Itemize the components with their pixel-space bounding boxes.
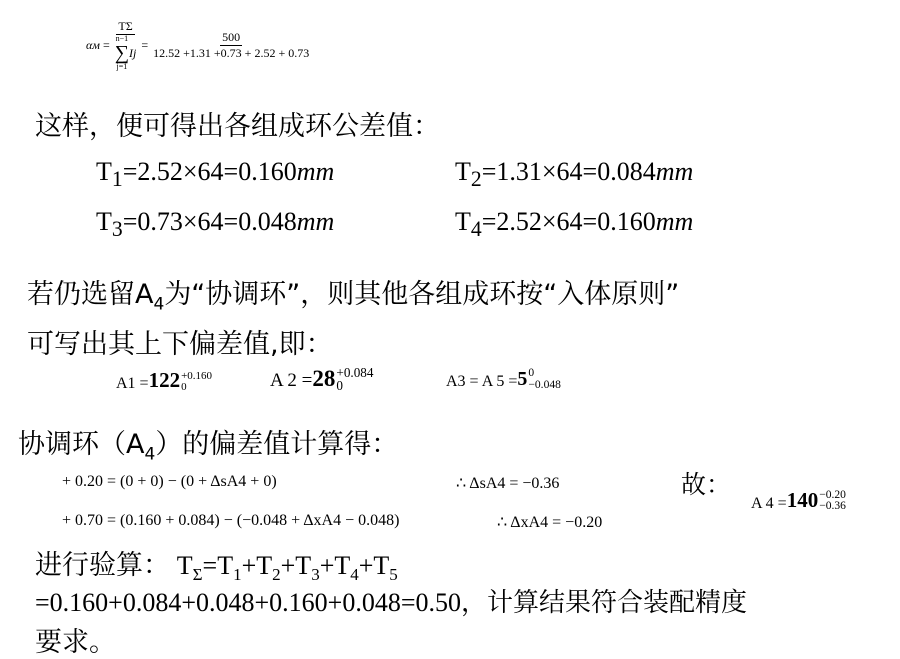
- sum-symbol: ∑: [114, 42, 130, 64]
- alpha-formula: αм = TΣ n−1 ∑ j=1 Ij = $\frac{500}{12.52 +1.31 +0.73 + 2.52 + 0.73}$: [86, 19, 310, 71]
- tolerance-t1: $T_1=2.52\times 64=0.160mm$: [96, 157, 335, 192]
- verification-sum: =0.160+0.084+0.048+0.160+0.048=0.50，计算结果符合装配精度: [35, 588, 747, 617]
- deviation-a2: A 2 = 28 +0.084 0: [270, 365, 374, 394]
- verification-conclusion: 要求。: [35, 627, 116, 658]
- alpha-value-num: 500: [222, 29, 241, 44]
- paragraph-coordinating-deviation: 协调环$(A_4)$的偏差值计算得：: [18, 429, 399, 465]
- tolerance-t2: $T_2=1.31\times 64=0.084mm$: [455, 157, 694, 192]
- deviation-a4: A 4 = 140 −0.20 −0.36: [751, 488, 846, 513]
- sum-var: Ij: [129, 45, 137, 60]
- therefore-label: 故：: [681, 470, 732, 499]
- alpha-fraction: [113, 19, 139, 71]
- sum-bottom: j=1: [116, 62, 128, 71]
- tolerance-t3: $T_3=0.73\times 64=0.048mm$: [96, 207, 335, 242]
- alpha-fraction-values: [151, 30, 311, 61]
- tolerance-t4: $T_4=2.52\times 64=0.160mm$: [455, 207, 694, 242]
- result-upper: ∴ ΔsA4 = −0.36: [456, 475, 560, 492]
- paragraph-tolerance-intro: 这样，便可得出各组成环公差值：: [35, 111, 440, 142]
- paragraph-coordinating-ring: 若仍选留$A_4$为“协调环”，则其他各组成环按“入体原则”: [27, 279, 680, 315]
- alpha-lhs: αм: [86, 37, 100, 52]
- alpha-value-den: 12.52 +1.31 +0.73 + 2.52 + 0.73: [153, 45, 310, 60]
- alpha-den: [113, 35, 139, 71]
- alpha-num: TΣ: [118, 19, 133, 33]
- result-lower: ∴ ΔxA4 = −0.20: [497, 514, 603, 531]
- deviation-a1: A1 = 122 +0.160 0: [116, 368, 213, 393]
- sum-top: n−1: [115, 34, 129, 43]
- equation-upper: + 0.20 = (0 + 0) − (0 + ΔsA4 + 0): [62, 473, 277, 490]
- deviation-a3-a5: A3 = A 5 = 5 0 −0.048: [446, 367, 561, 391]
- paragraph-deviation-intro: 可写出其上下偏差值,即：: [27, 329, 333, 360]
- verification-line: 进行验算： $T_\Sigma=T_1+T_2+T_3+T_4+T_5$: [35, 550, 398, 585]
- equation-lower: + 0.70 = (0.160 + 0.084) − (−0.048 + ΔxA4 − 0.048): [62, 512, 400, 529]
